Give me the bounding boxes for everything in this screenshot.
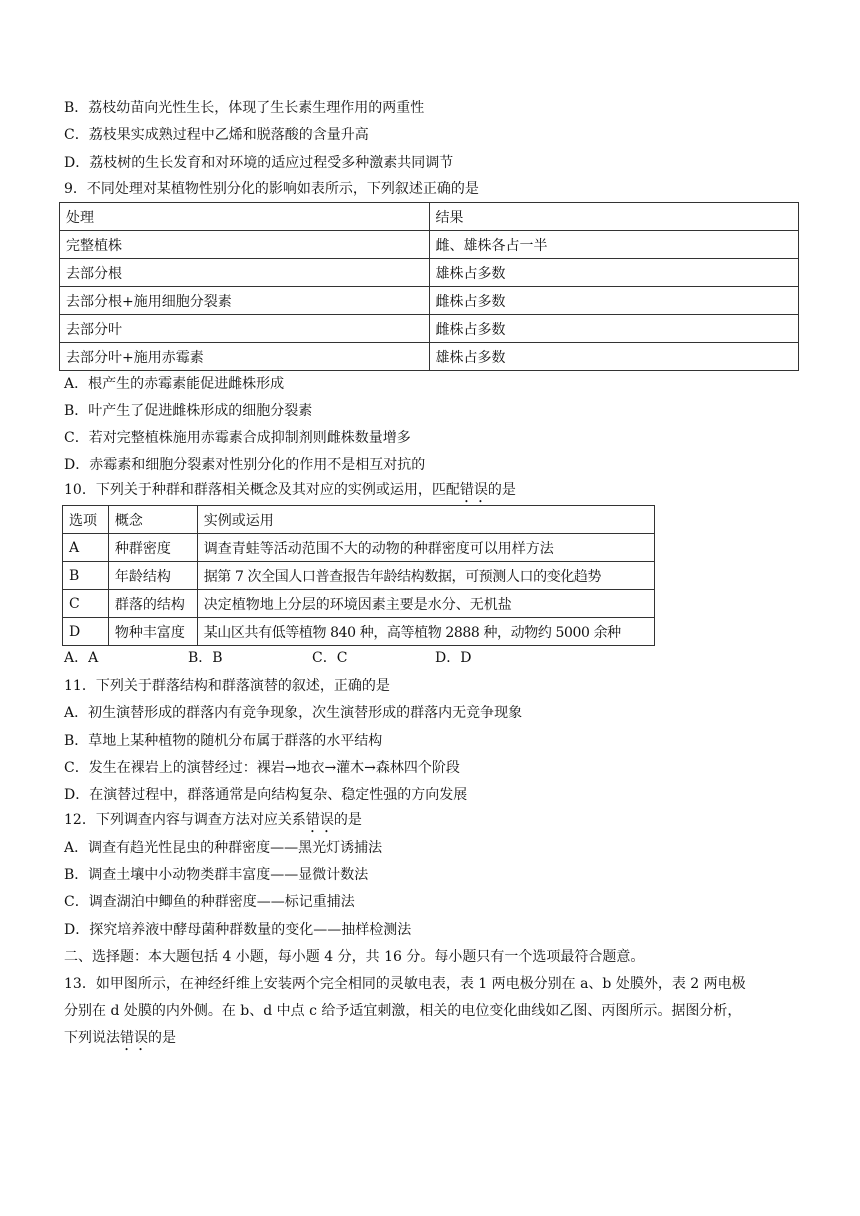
q10-stem-end: 的是 [487,482,516,498]
q10-option-a: A．A [64,650,99,666]
header-cell: 概念 [108,506,197,534]
table-cell: 雌、雄株各占一半 [429,231,798,259]
q10-option-d: D．D [435,650,472,666]
table-cell: 调查青蛙等活动范围不大的动物的种群密度可以用样方法 [197,534,654,562]
table-cell: 去部分根 [60,259,430,287]
table-row [63,562,655,590]
table-cell: A [63,534,109,562]
q11-option-b: B．草地上某种植物的随机分布属于群落的水平结构 [64,733,383,749]
header-cell: 处理 [60,203,430,231]
table-cell: 完整植株 [60,231,430,259]
q11-stem: 11．下列关于群落结构和群落演替的叙述，正确的是 [64,678,390,694]
table-cell: D [63,618,109,646]
table-row [60,315,799,343]
q10-table [62,505,655,646]
table-row [63,618,655,646]
q9-option-d: D．赤霉素和细胞分裂素对性别分化的作用不是相互对抗的 [64,457,426,473]
header-cell: 实例或运用 [197,506,654,534]
q12-stem-text: 12．下列调查内容与调查方法对应关系 [64,812,306,828]
q13-stem-emphasis: 错误 [120,1030,148,1046]
table-row [60,259,799,287]
table-cell: 据第 7 次全国人口普查报告年龄结构数据，可预测人口的变化趋势 [197,562,654,590]
q9-option-a: A．根产生的赤霉素能促进雌株形成 [64,376,285,392]
header-cell: 结果 [429,203,798,231]
table-cell: B [63,562,109,590]
q13-stem-line3 [64,1028,176,1054]
table-cell: 某山区共有低等植物 840 种，高等植物 2888 种，动物约 5000 余种 [197,618,654,646]
table-cell: 年龄结构 [108,562,197,590]
table-cell: 去部分叶 [60,315,430,343]
header-cell: 选项 [63,506,109,534]
table-cell: 去部分根+施用细胞分裂素 [60,287,430,315]
q9-option-b: B．叶产生了促进雌株形成的细胞分裂素 [64,403,313,419]
q13-stem-line2: 分别在 d 处膜的内外侧。在 b、d 中点 c 给予适宜刺激，相关的电位变化曲线如乙图、丙图所示。据图分析， [64,1003,742,1019]
q10-options [64,648,584,668]
q11-option-d: D．在演替过程中，群落通常是向结构复杂、稳定性强的方向发展 [64,787,468,803]
table-cell: 雌株占多数 [429,315,798,343]
table-cell: 决定植物地上分层的环境因素主要是水分、无机盐 [197,590,654,618]
q13-stem-line1: 13．如甲图所示，在神经纤维上安装两个完全相同的灵敏电表，表 1 两电极分别在 a、b 处膜外，表 2 两电极 [64,976,746,992]
q12-stem-emphasis: 错误 [305,812,334,828]
q10-option-c: C．C [312,650,348,666]
q8-option-c: C．荔枝果实成熟过程中乙烯和脱落酸的含量升高 [64,127,369,143]
q10-option-b: B．B [188,650,223,666]
q9-stem: 9．不同处理对某植物性别分化的影响如表所示，下列叙述正确的是 [64,181,479,197]
table-cell: 雄株占多数 [429,259,798,287]
table-header-row [63,506,655,534]
table-row [60,287,799,315]
table-cell: 雌株占多数 [429,287,798,315]
table-cell: C [63,590,109,618]
table-cell: 去部分叶+施用赤霉素 [60,343,430,371]
table-cell: 雄株占多数 [429,343,798,371]
q12-stem-end: 的是 [333,812,362,828]
section-heading: 二、选择题：本大题包括 4 小题，每小题 4 分，共 16 分。每小题只有一个选项最符合题意。 [64,949,645,965]
q10-stem [64,480,516,506]
q10-stem-emphasis: 错误 [459,482,488,498]
q11-option-c: C．发生在裸岩上的演替经过：裸岩→地衣→灌木→森林四个阶段 [64,760,460,776]
table-cell: 群落的结构 [108,590,197,618]
q9-option-c: C．若对完整植株施用赤霉素合成抑制剂则雌株数量增多 [64,430,411,446]
table-cell: 种群密度 [108,534,197,562]
table-row [63,534,655,562]
q12-option-a: A．调查有趋光性昆虫的种群密度——黑光灯诱捕法 [64,840,383,856]
table-header-row [60,203,799,231]
table-row [63,590,655,618]
table-row [60,231,799,259]
q12-stem [64,810,362,836]
q13-stem-end: 的是 [148,1030,176,1046]
table-row [60,343,799,371]
q11-option-a: A．初生演替形成的群落内有竞争现象，次生演替形成的群落内无竞争现象 [64,705,523,721]
q12-option-d: D．探究培养液中酵母菌种群数量的变化——抽样检测法 [64,922,412,938]
q8-option-b: B．荔枝幼苗向光性生长，体现了生长素生理作用的两重性 [64,100,425,116]
q9-table [59,202,799,371]
q13-stem-text: 下列说法 [64,1030,120,1046]
q8-option-d: D．荔枝树的生长发育和对环境的适应过程受多种激素共同调节 [64,155,454,171]
table-cell: 物种丰富度 [108,618,197,646]
q12-option-b: B．调查土壤中小动物类群丰富度——显微计数法 [64,867,369,883]
q12-option-c: C．调查湖泊中鲫鱼的种群密度——标记重捕法 [64,894,355,910]
q10-stem-text: 10．下列关于种群和群落相关概念及其对应的实例或运用，匹配 [64,482,460,498]
